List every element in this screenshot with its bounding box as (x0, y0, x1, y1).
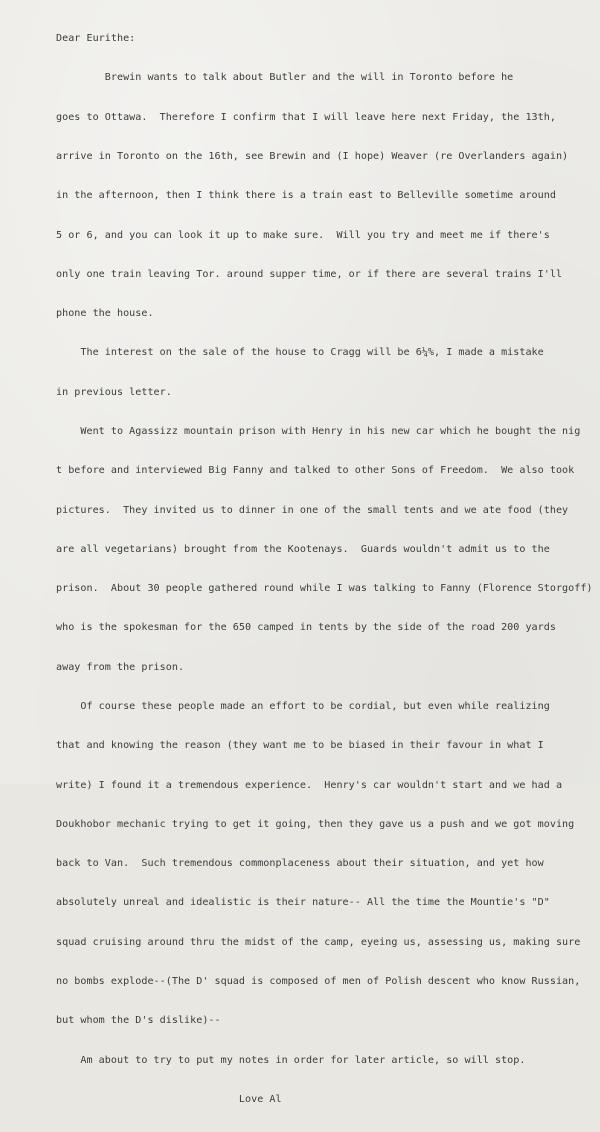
letter-line: Brewin wants to talk about Butler and the will in Toronto before he (56, 72, 514, 84)
letter-line: Am about to try to put my notes in order for later article, so will stop. (56, 1054, 526, 1066)
letter-line: t before and interviewed Big Fanny and talked to other Sons of Freedom. We also took (56, 465, 575, 477)
letter-body (56, 6, 600, 1132)
letter-line: phone the house. (56, 308, 154, 320)
letter-line: The interest on the sale of the house to Cragg will be 6¼%, I made a mistake (56, 347, 544, 359)
letter-line: away from the prison. (56, 661, 185, 673)
letter-line: pictures. They invited us to dinner in one of the small tents and we ate food (they (56, 504, 569, 516)
letter-line: squad cruising around thru the midst of the camp, eyeing us, assessing us, making sure (56, 936, 581, 948)
letter-line: arrive in Toronto on the 16th, see Brewin and (I hope) Weaver (re Overlanders again) (56, 151, 569, 163)
letter-line: Doukhobor mechanic trying to get it going, then they gave us a push and we got moving (56, 818, 575, 830)
letter-line: back to Van. Such tremendous commonplaceness about their situation, and yet how (56, 858, 544, 870)
letter-line: only one train leaving Tor. around supper time, or if there are several trains I'll (56, 268, 563, 280)
letter-line: in previous letter. (56, 386, 172, 398)
letter-line: that and knowing the reason (they want me to be biased in their favour in what I (56, 740, 544, 752)
letter-line: Of course these people made an effort to be cordial, but even while realizing (56, 700, 550, 712)
letter-line: who is the spokesman for the 650 camped in tents by the side of the road 200 yards (56, 622, 556, 634)
letter-line: 5 or 6, and you can look it up to make sure. Will you try and meet me if there's (56, 229, 550, 241)
letter-line: no bombs explode--(The D' squad is composed of men of Polish descent who know Russian, (56, 975, 581, 987)
letter-line: Went to Agassizz mountain prison with Henry in his new car which he bought the nig (56, 426, 581, 437)
letter-line: goes to Ottawa. Therefore I confirm that I will leave here next Friday, the 13th, (56, 111, 556, 123)
letter-line: absolutely unreal and idealistic is their nature-- All the time the Mountie's "D" (56, 897, 550, 909)
letter-line: but whom the D's dislike)-- (56, 1015, 221, 1027)
letter-line: prison. About 30 people gathered round while I was talking to Fanny (Florence Storgoff) (56, 583, 593, 595)
letter-line: are all vegetarians) brought from the Kootenays. Guards wouldn't admit us to the (56, 543, 550, 555)
letter-line: in the afternoon, then I think there is a train east to Belleville sometime around (56, 190, 556, 202)
signature-line: Love Al (56, 1093, 282, 1105)
salutation: Dear Eurithe: (56, 33, 136, 45)
letter-line: write) I found it a tremendous experience. Henry's car wouldn't start and we had a (56, 779, 563, 791)
